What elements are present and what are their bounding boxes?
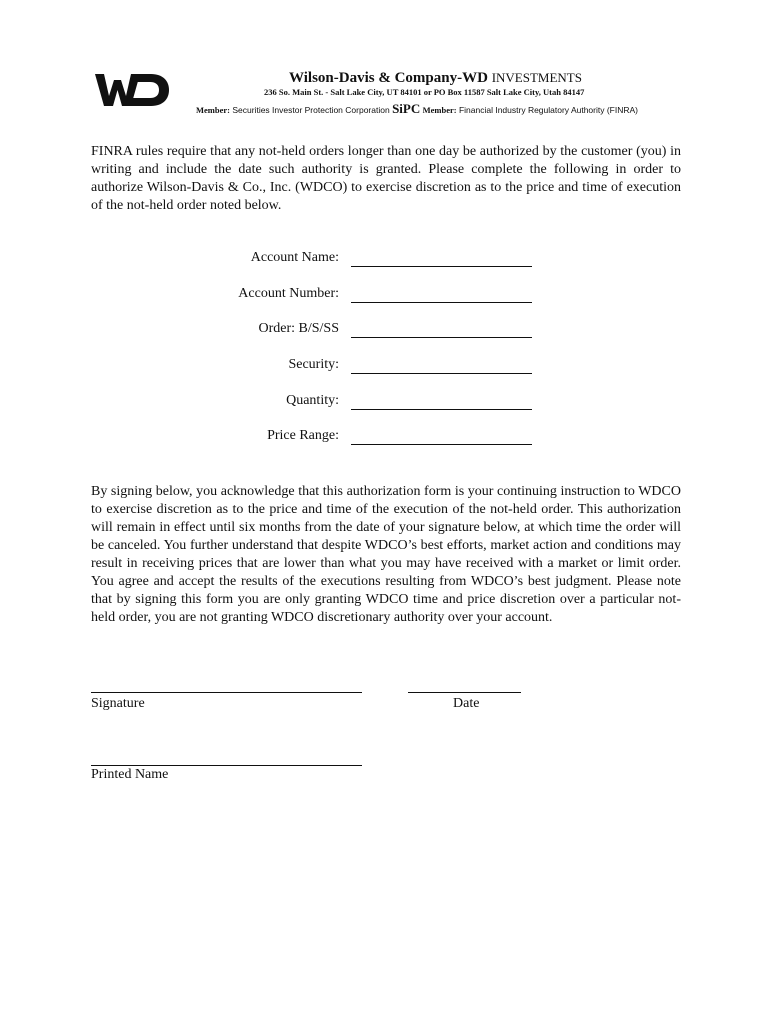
member-sipc-text: Securities Investor Protection Corporation xyxy=(232,105,390,115)
quantity-field[interactable] xyxy=(351,409,532,410)
company-name-text: Wilson-Davis & Company- xyxy=(289,70,463,86)
member-label-2: Member: xyxy=(422,105,457,115)
field-label-order: Order: B/S/SS xyxy=(258,321,339,336)
account-number-field[interactable] xyxy=(351,302,532,303)
member-label-1: Member: xyxy=(196,105,230,115)
company-wd-text: WD xyxy=(462,70,488,86)
field-label-security: Security: xyxy=(288,357,339,372)
field-label-price-range: Price Range: xyxy=(267,428,339,443)
security-field[interactable] xyxy=(351,373,532,374)
order-field[interactable] xyxy=(351,337,532,338)
field-label-account-name: Account Name: xyxy=(250,250,339,265)
field-label-quantity: Quantity: xyxy=(286,393,339,408)
price-range-field[interactable] xyxy=(351,444,532,445)
account-name-field[interactable] xyxy=(351,266,532,267)
membership-line xyxy=(196,101,638,117)
printed-name-field[interactable] xyxy=(91,765,362,766)
company-investments-text: INVESTMENTS xyxy=(491,70,582,85)
wd-logo-icon xyxy=(95,72,169,108)
sipc-logo: SiPC xyxy=(392,101,421,116)
field-label-account-number: Account Number: xyxy=(238,286,339,301)
printed-name-label: Printed Name xyxy=(91,767,169,782)
signature-field[interactable] xyxy=(91,692,362,693)
intro-paragraph: FINRA rules require that any not-held orders longer than one day be authorized by the customer (you) in writing and include the date such authority is granted. Please complete the following in order to authorize Wilson-Davis & Co., Inc. (WDCO) to exercise discretion as to the price and time of execution of the not-held order noted below. xyxy=(91,144,681,213)
company-name xyxy=(289,70,582,87)
date-label: Date xyxy=(453,696,480,711)
member-finra-text: Financial Industry Regulatory Authority (FINRA) xyxy=(458,105,639,115)
signature-label: Signature xyxy=(91,696,145,711)
company-address: 236 So. Main St. - Salt Lake City, UT 84101 or PO Box 11587 Salt Lake City, Utah 84147 xyxy=(264,87,585,97)
date-field[interactable] xyxy=(408,692,521,693)
acknowledgement-paragraph: By signing below, you acknowledge that this authorization form is your continuing instruction to WDCO to exercise discretion as to the price and time of the execution of the not-held order. This authorization will remain in effect until six months from the date of your signature below, at which time the order will be canceled. You further understand that despite WDCO’s best efforts, market action and conditions may result in receiving prices that are lower than what you may have received with a market or limit order. You agree and accept the results of the executions resulting from WDCO’s best judgment. Please note that by signing this form you are only granting WDCO time and price discretion over a particular not-held order, you are not granting WDCO discretionary authority over your account. xyxy=(91,484,681,625)
